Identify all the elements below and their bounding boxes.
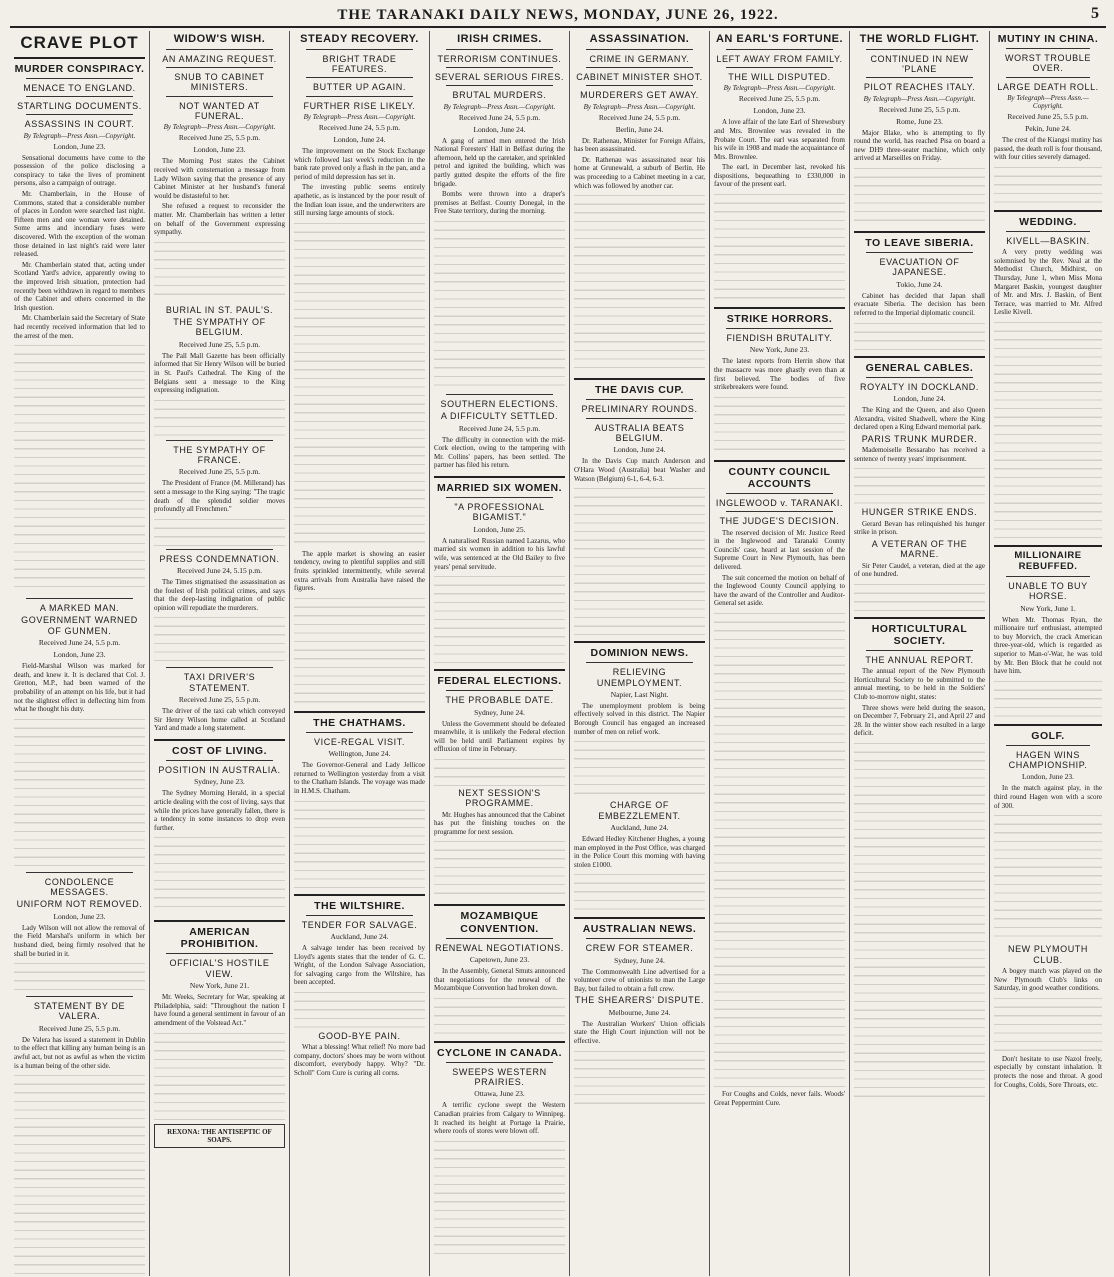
headline: DOMINION NEWS. <box>590 647 689 660</box>
date: New York, June 1. <box>1020 603 1076 613</box>
dateline: By Telegraph—Press Assn.—Copyright. <box>23 131 136 140</box>
article-earls-fortune <box>714 33 845 301</box>
paragraph: A naturalised Russian named Lazarus, who married six women in addition to his lawful wife, was sentenced at the Old Bailey to five years' penal servitude. <box>434 536 565 571</box>
paragraph: The difficulty in connection with the mid-Cork election, owing to the tampering with Mr. Collins' papers, has been settled. The partner has filed his return. <box>434 435 565 470</box>
dateline: By Telegraph—Press Assn.—Copyright. <box>723 84 836 93</box>
text-filler <box>994 812 1102 942</box>
text-filler <box>294 595 425 705</box>
date: Sydney, June 23. <box>194 777 245 787</box>
paragraph: Mr. Weeks, Secretary for War, speaking at Philadelphia, said: "Throughout the nation I have found a general sentiment in favour of an amendment of the Volstead Act." <box>154 993 285 1027</box>
date: London, June 23. <box>53 911 106 921</box>
text-filler <box>14 960 145 990</box>
paragraph: Bombs were thrown into a draper's premises at Belfast. County Donegal, in the Free State territory, during the morning. <box>434 190 565 216</box>
subhead: PRESS CONDEMNATION. <box>159 553 280 564</box>
subhead: FURTHER RISE LIKELY. <box>303 100 416 111</box>
subhead: LEFT AWAY FROM FAMILY. <box>716 53 843 64</box>
masthead-title: THE TARANAKI DAILY NEWS, MONDAY, JUNE 26, 1922. <box>337 6 779 23</box>
subhead: AN AMAZING REQUEST. <box>162 53 277 64</box>
text-filler <box>994 319 1102 539</box>
paragraph: The earl, in December last, revoked his dispositions, bequeathing to £330,000 in favour of the present earl. <box>714 163 845 189</box>
subhead: THE SYMPATHY OF FRANCE. <box>173 444 266 466</box>
subhead: INGLEWOOD v. TARANAKI. <box>715 497 844 508</box>
headline: IRISH CRIMES. <box>457 33 542 45</box>
article-crave-plot <box>14 33 145 592</box>
dateline: By Telegraph—Press Assn.—Copyright. <box>1007 94 1089 111</box>
article-marked-man <box>14 598 145 866</box>
subhead: STATEMENT BY DE VALERA. <box>33 1001 126 1022</box>
article-wiltshire <box>294 894 425 1078</box>
article-burial <box>154 305 285 733</box>
received: Received June 24, 5.5 p.m. <box>318 123 401 133</box>
paragraph: She refused a request to reconsider the matter. Mr. Chamberlain has written a letter on behalf of the Government expressing sympathy. <box>154 202 285 237</box>
date: Tokio, June 24. <box>896 279 943 289</box>
paragraph: The President of France (M. Millerand) has sent a message to the King saying: "The tragic death of the splendid soldier moves profoundly all Frenchmen." <box>154 479 285 514</box>
text-filler <box>434 756 565 786</box>
headline: HORTICULTURAL SOCIETY. <box>871 622 968 647</box>
article-irish-crimes <box>434 33 565 388</box>
column-8 <box>990 31 1106 1276</box>
subhead: EVACUATION OF JAPANESE. <box>879 257 960 278</box>
paragraph: When Mr. Thomas Ryan, the millionaire turf enthusiast, attempted to buy Morvich, the crack American three-year-old, which is regarded as superior to Man-o'-War, he was told by Mr. Ben Block that he could not have him. <box>994 615 1102 676</box>
text-filler <box>154 239 285 299</box>
date: Napier, Last Night. <box>610 689 669 699</box>
dateline: By Telegraph—Press Assn.—Copyright. <box>863 94 976 103</box>
headline: MILLIONAIRE REBUFFED. <box>1014 550 1082 572</box>
date: Sydney, June 24. <box>474 707 525 717</box>
date: Ottawa, June 23. <box>474 1089 525 1099</box>
text-filler <box>154 834 285 914</box>
date: London, June 23. <box>753 106 806 116</box>
subhead: UNABLE TO BUY HORSE. <box>1008 580 1088 602</box>
subhead: THE PROBABLE DATE. <box>445 695 554 706</box>
paragraph: A gang of armed men entered the Irish National Foresters' Hall in Belfast during the afternoon, held up the caretaker, and sprinkled petrol and ignited the building, which was partly gutted despite the efforts of the fire brigade. <box>434 136 565 188</box>
received: Received June 25, 5.5 p.m. <box>178 467 261 477</box>
paragraph: Mr. Chamberlain stated that, acting under Scotland Yard's advice, apparently owing to the improved Irish situation, protection had recently been withdrawn in regard to members of the Cabinet and others concerned in the Irish question. <box>14 260 145 312</box>
masthead <box>10 4 1106 28</box>
subhead: CABINET MINISTER SHOT. <box>576 71 703 82</box>
received: Received June 25, 5.5 p.m. <box>738 94 821 104</box>
text-filler <box>294 798 425 888</box>
date: Auckland, June 24. <box>610 822 669 832</box>
date: Rome, June 23. <box>896 116 943 126</box>
date: London, June 23. <box>1021 772 1075 782</box>
paragraph: Edward Hedley Kitchener Hughes, a young man employed in the Post Office, was charged in the Police Court this morning with having stolen £1000. <box>574 834 705 869</box>
dateline: By Telegraph—Press Assn.—Copyright. <box>303 113 416 122</box>
column-7 <box>850 31 990 1276</box>
date: Sydney, June 24. <box>614 955 665 965</box>
text-filler <box>854 465 985 505</box>
article-wedding <box>994 210 1102 539</box>
paragraph: In the Davis Cup match Anderson and O'Hara Wood (Australia) beat Washer and Watson (Belgium) 6-1, 6-4, 6-3. <box>574 457 705 483</box>
subhead: BURIAL IN ST. PAUL'S. <box>165 304 274 315</box>
received: Received June 24, 5.15 p.m. <box>177 566 262 576</box>
text-filler <box>574 192 705 372</box>
paragraph: Mademoiselle Bessarabo has received a sentence of twenty years' imprisonment. <box>854 446 985 463</box>
paragraph: Three shows were held during the season, on December 7, February 21, and April 27 and 28. In the winter show each resulted in a large deficit. <box>854 703 985 738</box>
paragraph: The Morning Post states the Cabinet received with consternation a message from Lady Wilson saying that the presence of any Cabinet Minister at her husband's funeral would be distasteful to her. <box>154 157 285 200</box>
headline: COUNTY COUNCIL ACCOUNTS <box>728 465 831 490</box>
subhead: THE WILL DISPUTED. <box>728 71 831 82</box>
text-filler <box>154 516 285 546</box>
paragraph: The King and the Queen, and also Queen Alexandra, visited Shadwell, where the King declared open a King Edward memorial park. <box>854 405 985 432</box>
paragraph: Unless the Government should be defeated meanwhile, it is unlikely the Federal election will be held until Parliament expires by effluxion of time in February. <box>434 719 565 754</box>
paragraph: The reserved decision of Mr. Justice Reed in the Inglewood and Taranaki County Councils' case, heard at last session of the Supreme Court in New Plymouth, has been delivered. <box>714 528 845 572</box>
paragraph: A salvage tender has been received by Lloyd's agents states that the tender of G. C. Wright, of the London Salvage Association, for salvaging cargo from the Wiltshire, has been accepted. <box>294 943 425 987</box>
subhead: SNUB TO CABINET MINISTERS. <box>174 71 265 93</box>
headline: THE WILTSHIRE. <box>314 899 405 912</box>
page-number: 5 <box>1091 5 1100 22</box>
subhead: GOVERNMENT WARNED OF GUNMEN. <box>21 615 138 636</box>
headline: THE CHATHAMS. <box>313 716 406 729</box>
subhead: MURDER CONSPIRACY. <box>14 62 145 75</box>
text-filler <box>714 394 845 454</box>
paragraph: The driver of the taxi cab which conveyed Sir Henry Wilson home called at Scotland Yard and made a long statement. <box>154 707 285 733</box>
subhead: THE SHEARERS' DISPUTE. <box>575 995 704 1006</box>
subhead: AUSTRALIA BEATS BELGIUM. <box>594 422 685 443</box>
subhead: LARGE DEATH ROLL. <box>997 81 1099 92</box>
subhead: STARTLING DOCUMENTS. <box>17 100 142 111</box>
paragraph: Field-Marshal Wilson was marked for death, and knew it. It is declared that Col. J. Gretton, M.P., had been warned of the probability of an attempt on his life, but it had not the slightest effect in deflecting him from what he thought his duty. <box>14 662 145 714</box>
subhead: TENDER FOR SALVAGE. <box>301 919 418 930</box>
received: Received June 24, 5.5 p.m. <box>38 638 121 648</box>
date: New York, June 23. <box>749 345 810 355</box>
paragraph: The latest reports from Herrin show that the massacre was more ghastly even than at first believed. The bodies of five strikebreakers were found. <box>714 357 845 392</box>
headline: MUTINY IN CHINA. <box>997 33 1099 45</box>
article-australian-news <box>574 917 705 1107</box>
column-1 <box>10 31 150 1276</box>
paragraph: The Australian Workers' Union officials state the High Court injunction will not be effective. <box>574 1019 705 1046</box>
paragraph: The Pall Mall Gazette has been officially informed that Sir Henry Wilson will be buried in St. Paul's Cathedral. The King of the Belgians sent a message to the King expressing indignation. <box>154 351 285 395</box>
dateline: By Telegraph—Press Assn.—Copyright. <box>163 123 276 132</box>
article-assassination <box>574 33 705 372</box>
headline: STRIKE HORRORS. <box>726 313 833 326</box>
text-filler <box>574 485 705 635</box>
text-filler <box>434 838 565 898</box>
subhead: BRIGHT TRADE FEATURES. <box>322 53 397 74</box>
text-filler <box>294 989 425 1029</box>
subhead: RENEWAL NEGOTIATIONS. <box>435 942 564 953</box>
received: Received June 25, 5.5 p.m. <box>178 133 261 143</box>
paragraph: A very pretty wedding was solemnised by the Rev. Neal at the Methodist Church, Midhirst, on Thursday, June 1, when Miss Mona Margaret Baskin, youngest daughter of Mr. and Mrs. J. Baskin, of Bent Terrace, was married to Mr. Alfred Leslie Kivell. <box>994 248 1102 317</box>
subhead: OFFICIAL'S HOSTILE VIEW. <box>169 958 270 979</box>
paragraph: The Times stigmatised the assassination as the foulest of Irish political crimes, and says that the deep-lasting indignation of public opinion will repudiate the murderers. <box>154 578 285 612</box>
paragraph: The annual report of the New Plymouth Horticultural Society to be submitted to the annual meeting, to be held in the Soldiers' Club to-morrow night, states: <box>854 667 985 701</box>
article-millionaire <box>994 545 1102 718</box>
headline: TO LEAVE SIBERIA. <box>865 237 974 250</box>
text-filler <box>434 995 565 1035</box>
received: Received June 24, 5.5 p.m. <box>458 423 541 433</box>
received: Received June 24, 5.5 p.m. <box>458 112 541 122</box>
subhead: BRUTAL MURDERS. <box>452 90 547 101</box>
text-filler <box>854 165 985 225</box>
paragraph: Dr. Rathenau was assassinated near his home at Grunewald, a suburb of Berlin. He was proceeding to a Cabinet meeting in a car, which was followed by another car. <box>574 155 705 190</box>
text-filler <box>854 740 985 1100</box>
headline: THE DAVIS CUP. <box>595 384 684 397</box>
date: Capetown, June 23. <box>469 954 530 964</box>
advert-line: For Coughs and Colds, never fails. Woods' Great Peppermint Cure. <box>714 1090 845 1107</box>
paragraph: In the Assembly, General Smuts announced that negotiations for the renewal of the Mozambique Convention had broken down. <box>434 966 565 993</box>
paragraph: The Commonwealth Line advertised for a volunteer crew of unionists to man the Large Bay, but failed to obtain a full crew. <box>574 967 705 993</box>
subhead: THE SYMPATHY OF BELGIUM. <box>173 317 266 338</box>
advertisement <box>154 1124 285 1148</box>
headline: CYCLONE IN CANADA. <box>436 1046 563 1059</box>
subhead: VICE-REGAL VISIT. <box>314 736 405 747</box>
text-filler <box>154 397 285 437</box>
date: London, June 24. <box>333 135 386 145</box>
paragraph: The investing public seems entirely apathetic, as is instanced by the poor result of the Indian loan issue, and the underwriters are still nursing large amounts of stock. <box>294 183 425 218</box>
text-filler <box>854 320 985 350</box>
headline: AMERICAN PROHIBITION. <box>180 926 259 951</box>
paragraph: Major Blake, who is attempting to fly round the world, has reached Pisa on board a new DH9 three-seater machine, which only arrived at Marseilles on Friday. <box>854 128 985 163</box>
article-married-six-women <box>434 476 565 663</box>
article-de-valera <box>14 996 145 1276</box>
received: Received June 24, 5.5 p.m. <box>598 112 681 122</box>
column-2 <box>150 31 290 1276</box>
headline: AUSTRALIAN NEWS. <box>582 923 697 936</box>
subhead: KIVELL—BASKIN. <box>1006 235 1090 246</box>
subhead: GOOD-BYE PAIN. <box>318 1030 401 1041</box>
paragraph: In the match against play, in the third round Hagen won with a score of 300. <box>994 784 1102 810</box>
article-chathams <box>294 711 425 888</box>
text-filler <box>14 1072 145 1276</box>
article-condolence <box>14 872 145 990</box>
date: Berlin, June 24. <box>615 124 664 134</box>
advert-line: Don't hesitate to use Nazol freely, especially by constant inhalation. It protects the nose and throat. A good for Coughs, Colds, Sore Throats, etc. <box>994 1054 1102 1089</box>
headline: ASSASSINATION. <box>589 33 690 45</box>
received: Received June 25, 5.5 p.m. <box>38 1023 121 1033</box>
paragraph: Sir Peter Caudel, a veteran, died at the age of one hundred. <box>854 561 985 579</box>
received: Received June 25, 5.5 p.m. <box>878 104 961 114</box>
paragraph: What a blessing! What relief! No more bad company, doctors' shoes may be worn without discomfort, everybody happy. Why? "Dr. Scholl" Corn Cure is curing all corns. <box>294 1043 425 1078</box>
columns <box>10 31 1106 1276</box>
text-filler <box>294 220 425 550</box>
article-steady-recovery <box>294 33 425 705</box>
article-mutiny-china <box>994 33 1102 204</box>
headline: MARRIED SIX WOMEN. <box>436 482 563 495</box>
date: London, June 25. <box>473 524 526 534</box>
paragraph: A bogey match was played on the New Plymouth Club's links on Saturday, in good weather conditions. <box>994 966 1102 993</box>
subhead: A MARKED MAN. <box>39 603 120 614</box>
article-world-flight <box>854 33 985 225</box>
subhead: THE JUDGE'S DECISION. <box>719 516 840 527</box>
article-siberia <box>854 231 985 350</box>
subhead: HUNGER STRIKE ENDS. <box>861 507 978 518</box>
headline: MOZAMBIQUE CONVENTION. <box>460 910 539 935</box>
text-filler <box>994 678 1102 718</box>
headline: FEDERAL ELECTIONS. <box>437 675 562 688</box>
subhead: NEW PLYMOUTH CLUB. <box>1007 944 1089 965</box>
text-filler <box>154 1030 285 1120</box>
subhead: UNIFORM NOT REMOVED. <box>16 899 143 910</box>
paragraph: The apple market is showing an easier tendency, owing to plentiful supplies and still fruits sprinkled intermittently, while several extra arrivals from Australia have raised the figures. <box>294 549 425 593</box>
text-filler <box>14 342 145 592</box>
article-davis-cup <box>574 378 705 635</box>
headline: COST OF LIVING. <box>171 744 267 757</box>
subhead: BUTTER UP AGAIN. <box>313 82 406 93</box>
text-filler <box>14 716 145 866</box>
article-widows-wish <box>154 33 285 299</box>
dateline: By Telegraph—Press Assn.—Copyright. <box>443 102 556 111</box>
subhead: SOUTHERN ELECTIONS. <box>440 399 559 410</box>
paragraph: Mr. Hughes has announced that the Cabinet has put the finishing touches on the programme for next session. <box>434 810 565 836</box>
paragraph: A terrific cyclone swept the Western Canadian prairies from Calgary to Winnipeg. It reached its height at Portage la Prairie, where roofs of stores were blown off. <box>434 1101 565 1136</box>
text-filler <box>714 610 845 1090</box>
text-filler <box>434 1138 565 1258</box>
date: London, June 24. <box>893 393 946 403</box>
subhead: HAGEN WINS CHAMPIONSHIP. <box>1008 749 1088 771</box>
date: Melbourne, June 24. <box>608 1007 671 1017</box>
subhead: NOT WANTED AT FUNERAL. <box>179 100 260 122</box>
subhead: CHARGE OF EMBEZZLEMENT. <box>598 800 681 821</box>
received: Received June 25, 5.5 p.m. <box>178 695 261 705</box>
article-strike-horrors <box>714 307 845 454</box>
article-golf <box>994 724 1102 1089</box>
text-filler <box>574 1048 705 1108</box>
subhead: FIENDISH BRUTALITY. <box>726 333 833 344</box>
subhead: POSITION IN AUSTRALIA. <box>158 765 281 776</box>
headline: WEDDING. <box>1019 215 1077 228</box>
date: New York, June 21. <box>189 981 250 991</box>
article-cyclone <box>434 1041 565 1258</box>
received: Received June 25, 5.5 p.m. <box>178 339 261 349</box>
paragraph: The suit concerned the motion on behalf of the Inglewood County Council applying to have the award of the Controller and Auditor-General set aside. <box>714 573 845 608</box>
headline: WIDOW'S WISH. <box>173 33 266 45</box>
paragraph: Cabinet has decided that Japan shall evacuate Siberia. The decision has been referred to the Imperial diplomatic council. <box>854 291 985 317</box>
date: Wellington, June 24. <box>328 749 391 759</box>
paragraph: The unemployment problem is being effectively solved in this district. The Napier Borough Council has engaged an increased number of men on relief work. <box>574 701 705 736</box>
subhead: A VETERAN OF THE MARNE. <box>871 538 968 560</box>
subhead: PRELIMINARY ROUNDS. <box>581 404 698 415</box>
paragraph: The improvement on the Stock Exchange which followed last week's reduction in the bank rate proved only a flash in the pan, and a period of mild depression has set in. <box>294 147 425 181</box>
subhead: TAXI DRIVER'S STATEMENT. <box>183 672 256 693</box>
subhead: ASSASSINS IN COURT. <box>24 119 135 130</box>
subhead: CRIME IN GERMANY. <box>589 53 690 64</box>
date: London, June 24. <box>473 124 526 134</box>
article-general-cables <box>854 356 985 611</box>
subhead: THE ANNUAL REPORT. <box>865 654 974 665</box>
subhead: WORST TROUBLE OVER. <box>1005 53 1091 74</box>
article-county-council <box>714 460 845 1107</box>
paragraph: De Valera has issued a statement in Dublin to the effect that killing any human being is an awful act, but not as awful as when the victim is a human being of the other side. <box>14 1035 145 1070</box>
paragraph: Dr. Rathenau, Minister for Foreign Affairs, has been assassinated. <box>574 136 705 154</box>
article-prohibition <box>154 920 285 1147</box>
subhead: NEXT SESSION'S PROGRAMME. <box>458 787 541 809</box>
paragraph: Sensational documents have come to the possession of the police disclosing a conspiracy to take the lives of prominent persons, also a campaign of outrage. <box>14 153 145 188</box>
text-filler <box>434 573 565 663</box>
subhead: SEVERAL SERIOUS FIRES. <box>435 71 564 82</box>
text-filler <box>154 614 285 664</box>
subhead: A DIFFICULTY SETTLED. <box>440 411 559 422</box>
text-filler <box>434 218 565 388</box>
date: Pekin, June 24. <box>1025 124 1071 134</box>
ad-title: REXONA: THE ANTISEPTIC OF SOAPS. <box>167 1127 272 1144</box>
subhead: TERRORISM CONTINUES. <box>437 53 562 64</box>
subhead: CREW FOR STEAMER. <box>585 943 694 954</box>
date: London, June 23. <box>53 141 106 151</box>
subhead: CONDOLENCE MESSAGES. <box>44 876 115 898</box>
column-4 <box>430 31 570 1276</box>
subhead: PARIS TRUNK MURDER. <box>861 433 978 444</box>
text-filler <box>994 995 1102 1055</box>
subhead: ROYALTY IN DOCKLAND. <box>859 381 980 392</box>
paragraph: A love affair of the late Earl of Shrewsbury and Mrs. Brownlee was revealed in the Probate Court. The earl was separated from his wife in 1908 and made the acquaintance of Mrs. Brownlee. <box>714 118 845 161</box>
article-dominion-news <box>574 641 705 911</box>
headline: GENERAL CABLES. <box>865 361 974 374</box>
received: Received June 25, 5.5 p.m. <box>1007 112 1089 122</box>
column-5 <box>570 31 710 1276</box>
text-filler <box>714 191 845 301</box>
text-filler <box>854 581 985 611</box>
headline: GOLF. <box>1031 729 1065 742</box>
date: London, June 23. <box>53 650 106 660</box>
dateline: By Telegraph—Press Assn.—Copyright. <box>583 102 696 111</box>
subhead: MENACE TO ENGLAND. <box>23 82 136 93</box>
article-federal-elections <box>434 669 565 898</box>
article-mozambique <box>434 904 565 1034</box>
article-southern-elections <box>434 394 565 470</box>
subhead: CONTINUED IN NEW 'PLANE <box>870 53 969 74</box>
column-6 <box>710 31 850 1276</box>
article-horticultural <box>854 617 985 1100</box>
headline: AN EARL'S FORTUNE. <box>715 33 844 45</box>
paragraph: Gerard Bevan has relinquished his hunger strike in prison. <box>854 519 985 537</box>
paragraph: The crest of the Kiangsi mutiny has passed, the death roll is four thousand, with four cities severely damaged. <box>994 136 1102 162</box>
headline: STEADY RECOVERY. <box>300 33 419 45</box>
date: London, June 23. <box>193 145 246 155</box>
subhead: "A PROFESSIONAL BIGAMIST." <box>454 502 545 523</box>
headline: CRAVE PLOT <box>20 33 139 52</box>
paragraph: Mr. Chamberlain said the Secretary of State had recently received information that led to the arrest of the men. <box>14 314 145 340</box>
date: Auckland, June 24. <box>330 931 389 941</box>
paragraph: Mr. Chamberlain, in the House of Commons, stated that a considerable number of places in London were searched last night. Fifteen men and one woman were detained. Some arms and incendiary fuses were discovered. With the exception of the woman those detained in last night's raid were later released. <box>14 190 145 259</box>
paragraph: The Governor-General and Lady Jellicoe returned to Wellington yesterday from a visit to the Chatham Islands. The voyage was made in H.M.S. Chatham. <box>294 761 425 795</box>
paragraph: The Sydney Morning Herald, in a special article dealing with the cost of living, says that while the prices have generally fallen, there is a tendency in some instances to drop even further. <box>154 789 285 832</box>
headline: THE WORLD FLIGHT. <box>859 33 980 45</box>
text-filler <box>574 738 705 798</box>
subhead: MURDERERS GET AWAY. <box>580 90 699 101</box>
paragraph: Lady Wilson will not allow the removal of the Field Marshal's uniform in which her husband died, being firmly resolved that he shall be buried in it. <box>14 923 145 958</box>
subhead: SWEEPS WESTERN PRAIRIES. <box>452 1066 547 1088</box>
subhead: PILOT REACHES ITALY. <box>863 82 976 93</box>
text-filler <box>574 871 705 911</box>
article-cost-of-living <box>154 739 285 914</box>
text-filler <box>994 164 1102 204</box>
date: London, June 24. <box>613 445 666 455</box>
column-3 <box>290 31 430 1276</box>
subhead: RELIEVING UNEMPLOYMENT. <box>596 667 683 688</box>
